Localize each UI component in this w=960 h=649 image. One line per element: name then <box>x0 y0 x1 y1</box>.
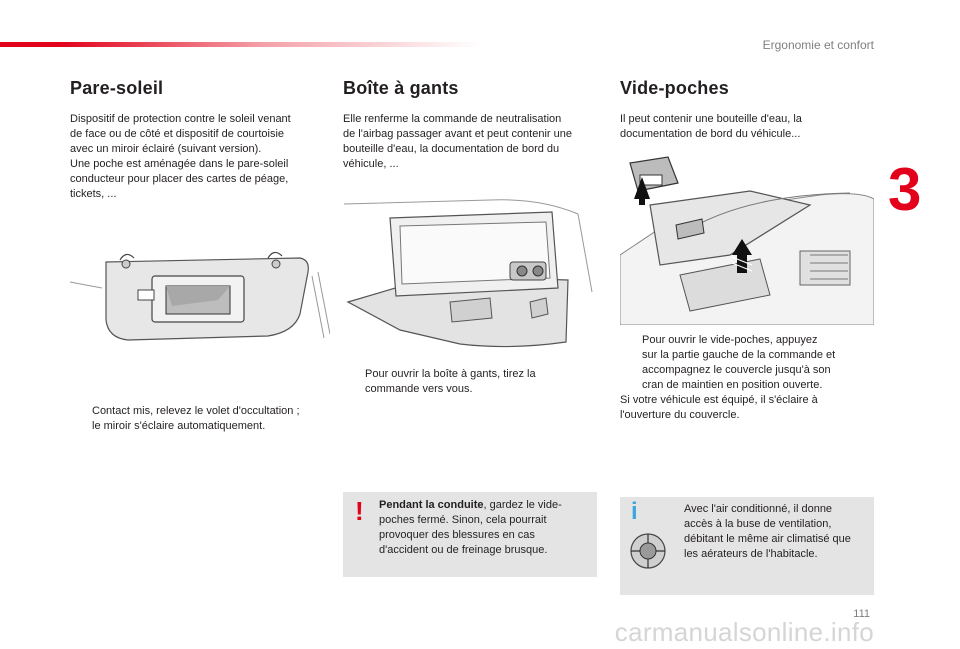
bullet-text <box>365 367 536 397</box>
text-line: de face ou de côté et dispositif de courtoisie <box>70 128 285 140</box>
header-red-bar <box>0 42 480 47</box>
vide-poches-bullet <box>620 333 875 423</box>
vide-poches-intro <box>620 112 875 142</box>
text-line: débitant le même air climatisé que <box>684 533 851 545</box>
info-text <box>684 502 870 562</box>
pare-soleil-bullet <box>70 404 335 434</box>
page-number: 111 <box>853 608 870 620</box>
text-line: Elle renferme la commande de neutralisation <box>343 113 562 125</box>
info-icon: i <box>631 498 638 525</box>
boite-a-gants-title: Boîte à gants <box>343 78 459 98</box>
watermark: carmanualsonline.info <box>614 617 874 647</box>
warning-note <box>343 492 597 577</box>
text-line: Avec l'air conditionné, il donne <box>684 503 833 515</box>
info-note <box>620 497 874 595</box>
text-line: Si votre véhicule est équipé, il s'éclaire à <box>620 394 818 406</box>
bullet-text <box>92 404 300 434</box>
bullet-icon <box>343 367 365 397</box>
text-line: Contact mis, relevez le volet d'occultation ; <box>92 405 300 417</box>
text-line <box>379 498 591 513</box>
text-line: provoquer des blessures en cas <box>379 529 535 541</box>
glove-box-illustration <box>340 192 602 352</box>
text-line: tickets, ... <box>70 188 117 200</box>
text-line: poches fermé. Sinon, cela pourrait <box>379 514 547 526</box>
text-line: avec un miroir éclairé (suivant version). <box>70 143 262 155</box>
bullet-text <box>642 333 835 393</box>
air-vent-icon <box>628 531 668 571</box>
text-line: d'accident ou de freinage brusque. <box>379 544 548 556</box>
boite-a-gants-intro <box>343 112 603 172</box>
pare-soleil-intro <box>70 112 332 202</box>
warning-text <box>379 498 591 558</box>
warning-rest: , gardez le vide- <box>483 499 562 511</box>
warning-bold: Pendant la conduite <box>379 499 484 511</box>
section-title: Ergonomie et confort <box>762 38 874 52</box>
text-line: Pour ouvrir la boîte à gants, tirez la <box>365 368 536 380</box>
boite-a-gants-bullet <box>343 367 601 397</box>
text-line: Il peut contenir une bouteille d'eau, la <box>620 113 802 125</box>
text-line: sur la partie gauche de la commande et <box>642 349 836 361</box>
text-line: Une poche est aménagée dans le pare-soleil <box>70 158 289 170</box>
bullet-item <box>70 404 335 434</box>
text-line: le miroir s'éclaire automatiquement. <box>92 420 266 432</box>
text-line: accompagnez le couvercle jusqu'à son <box>642 364 831 376</box>
bullet-item <box>343 367 601 397</box>
text-line: les aérateurs de l'habitacle. <box>684 548 818 560</box>
sun-visor-illustration <box>68 248 330 348</box>
text-line: l'ouverture du couvercle. <box>620 409 740 421</box>
vide-poches-title: Vide-poches <box>620 78 729 98</box>
text-line: commande vers vous. <box>365 383 473 395</box>
text-line: accès à la buse de ventilation, <box>684 518 832 530</box>
pare-soleil-title: Pare-soleil <box>70 78 164 98</box>
text-line: conducteur pour placer des cartes de péage, <box>70 173 289 185</box>
storage-compartment-illustration <box>620 155 874 325</box>
bullet-item <box>620 333 875 393</box>
text-line: de l'airbag passager avant et peut contenir une <box>343 128 572 140</box>
text-line: véhicule, ... <box>343 158 399 170</box>
bullet-icon <box>70 404 92 434</box>
text-line: bouteille d'eau, la documentation de bord du <box>343 143 560 155</box>
warning-icon: ! <box>355 496 364 526</box>
chapter-number: 3 <box>888 156 922 223</box>
text-line: Pour ouvrir le vide-poches, appuyez <box>642 334 818 346</box>
text-line: Dispositif de protection contre le soleil venant <box>70 113 291 125</box>
text-line: documentation de bord du véhicule... <box>620 128 801 140</box>
bullet-icon <box>620 333 642 393</box>
text-line: cran de maintien en position ouverte. <box>642 379 823 391</box>
